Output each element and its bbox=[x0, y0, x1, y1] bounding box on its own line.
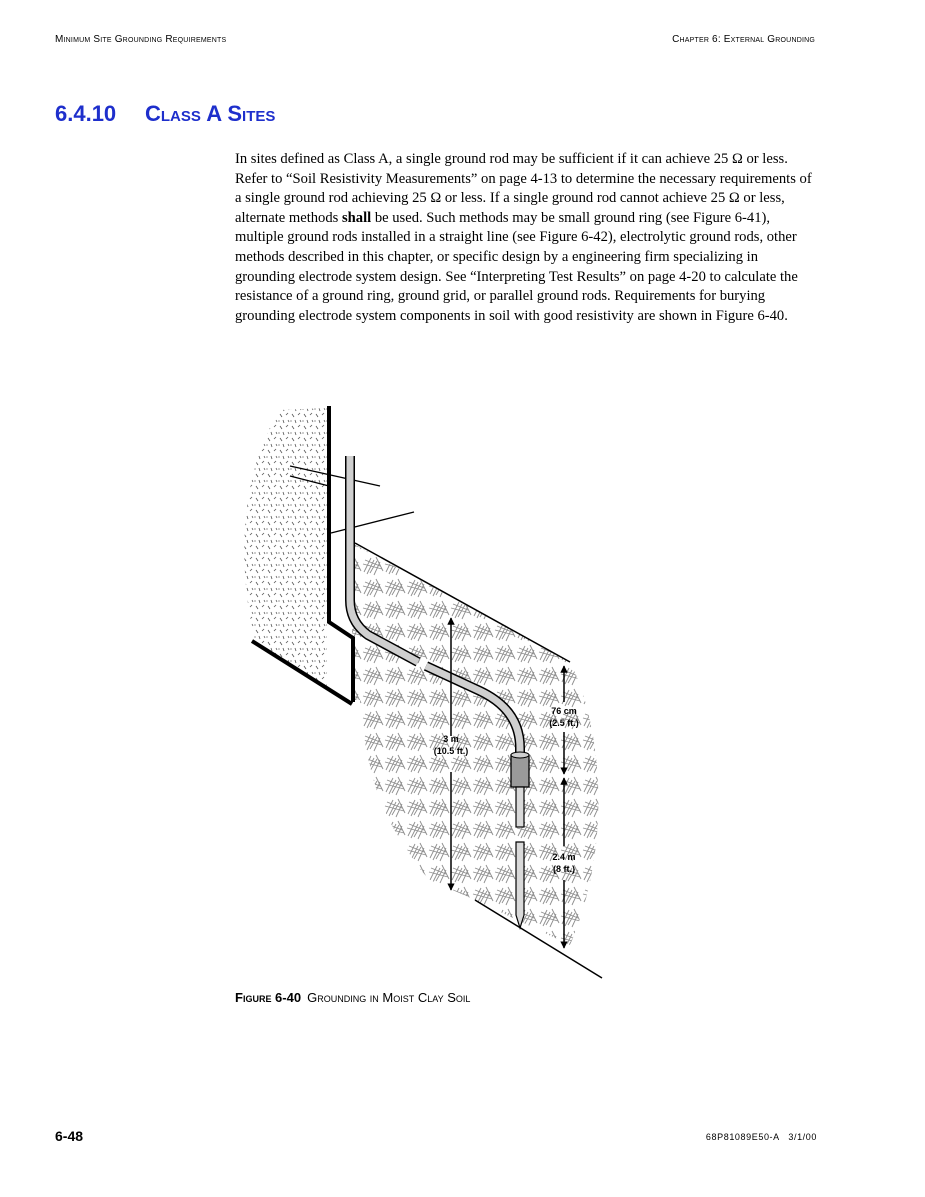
backfill-region bbox=[244, 408, 327, 690]
body-text-part2: be used. Such methods may be small ground ring (see Figure 6-41), multiple ground rods installed in a straight line (see Figure 6-42), electrolytic ground rods, other methods described in this chapter, or specific design by a engineering firm specializing in grounding electrode system design. See “Interpreting Test Results” on page 4-20 to calculate the resistance of a ground ring, ground grid, or parallel ground rods. Requirements for burying grounding electrode system components in soil with good resistivity are shown in Figure 6-40. bbox=[235, 209, 798, 324]
ground-rod-upper bbox=[516, 787, 524, 827]
rod-clamp bbox=[511, 755, 529, 787]
figure-grounding-diagram bbox=[230, 400, 630, 990]
grade-line bbox=[331, 512, 414, 533]
dim-rod-label-1: 2.4 m bbox=[552, 852, 576, 862]
section-title-text: Class A Sites bbox=[145, 101, 276, 126]
figure-caption bbox=[235, 990, 470, 1005]
dim-total-label-1: 3 m bbox=[443, 734, 459, 744]
dim-total-label-2: (10.5 ft.) bbox=[433, 746, 469, 756]
figure-caption-label: Figure 6-40 bbox=[235, 990, 302, 1005]
ground-rod-lower bbox=[516, 842, 524, 928]
running-header-right: Chapter 6: External Grounding bbox=[672, 34, 815, 45]
dim-depth-label-1: 76 cm bbox=[551, 706, 577, 716]
section-title bbox=[55, 101, 275, 127]
clay-soil-region bbox=[352, 543, 598, 945]
running-header-left: Minimum Site Grounding Requirements bbox=[55, 34, 227, 45]
body-text-bold: shall bbox=[341, 209, 372, 226]
dim-depth-label-2: (2.5 ft.) bbox=[549, 718, 579, 728]
body-paragraph bbox=[235, 150, 820, 326]
section-number: 6.4.10 bbox=[55, 101, 117, 126]
page-number: 6-48 bbox=[55, 1128, 84, 1144]
document-id: 68P81089E50-A 3/1/00 bbox=[705, 1132, 817, 1142]
body-text-part1: In sites defined as Class A, a single ground rod may be sufficient if it can achieve 25 Ω or less. Refer to “Soil Resistivity Measurements” on page 4-13 to determine the necessary requirements of a single ground rod achieving 25 Ω or less. If a single ground rod cannot achieve 25 Ω or less, alternate methods bbox=[235, 151, 812, 226]
grounding-diagram bbox=[230, 400, 630, 985]
dim-rod-label-2: (8 ft.) bbox=[553, 864, 575, 874]
figure-caption-text: Grounding in Moist Clay Soil bbox=[307, 990, 471, 1005]
